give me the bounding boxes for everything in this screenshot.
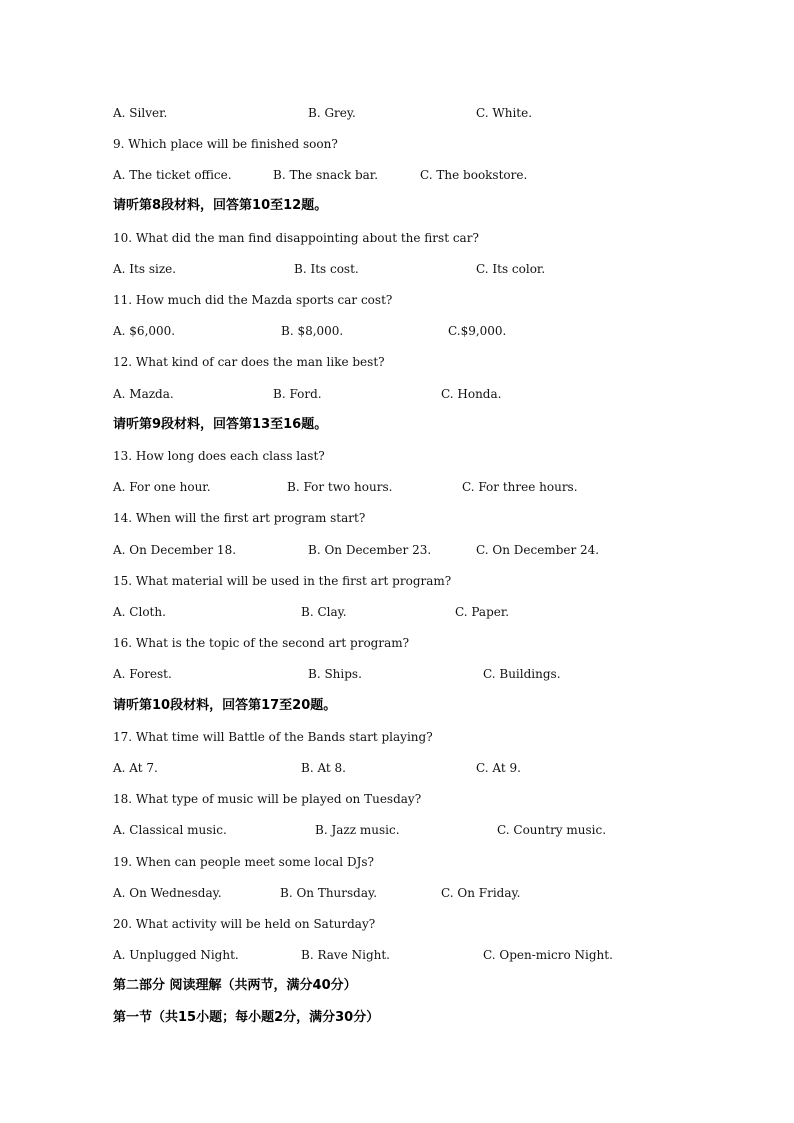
q9-question: 9. Which place will be finished soon?	[113, 137, 338, 151]
q12-option-a: A. Mazda.	[113, 387, 174, 401]
q19-option-a: A. On Wednesday.	[113, 886, 222, 900]
q17-question: 17. What time will Battle of the Bands start playing?	[113, 730, 433, 744]
q14-question: 14. When will the first art program start?	[113, 511, 366, 525]
q14-option-c: C. On December 24.	[476, 543, 600, 557]
q10-question: 10. What did the man find disappointing about the first car?	[113, 231, 479, 245]
q18-option-b: B. Jazz music.	[315, 823, 400, 837]
q10-option-a: A. Its size.	[113, 262, 177, 276]
q19-question: 19. When can people meet some local DJs?	[113, 855, 374, 869]
q13-option-b: B. For two hours.	[287, 480, 393, 494]
q16-question: 16. What is the topic of the second art program?	[113, 636, 410, 650]
q17-option-c: C. At 9.	[476, 761, 521, 775]
q11-question: 11. How much did the Mazda sports car cost?	[113, 293, 393, 307]
q17-option-a: A. At 7.	[113, 761, 158, 775]
q15-option-a: A. Cloth.	[113, 605, 166, 619]
section8-heading: 请听第8段材料，回答第10至12题。	[113, 198, 328, 213]
q11-option-b: B. $8,000.	[281, 324, 344, 338]
q8-option-b: B. Grey.	[308, 106, 356, 120]
q12-option-b: B. Ford.	[273, 387, 322, 401]
q12-option-c: C. Honda.	[441, 387, 502, 401]
q9-option-b: B. The snack bar.	[273, 168, 379, 182]
q10-option-c: C. Its color.	[476, 262, 546, 276]
q14-option-b: B. On December 23.	[308, 543, 432, 557]
q13-option-a: A. For one hour.	[113, 480, 211, 494]
q8-option-a: A. Silver.	[113, 106, 168, 120]
q16-option-a: A. Forest.	[113, 667, 172, 681]
q20-option-a: A. Unplugged Night.	[113, 948, 239, 962]
q16-option-c: C. Buildings.	[483, 667, 561, 681]
section10-heading: 请听第10段材料，回答第17至20题。	[113, 698, 337, 713]
q18-option-c: C. Country music.	[497, 823, 607, 837]
q14-option-a: A. On December 18.	[113, 543, 237, 557]
q20-option-c: C. Open-micro Night.	[483, 948, 613, 962]
q12-question: 12. What kind of car does the man like best?	[113, 355, 385, 369]
q11-option-c: C.$9,000.	[448, 324, 507, 338]
q18-question: 18. What type of music will be played on Tuesday?	[113, 792, 422, 806]
q20-question: 20. What activity will be held on Saturday?	[113, 917, 376, 931]
q15-question: 15. What material will be used in the first art program?	[113, 574, 452, 588]
q18-option-a: A. Classical music.	[113, 823, 227, 837]
q13-option-c: C. For three hours.	[462, 480, 578, 494]
q13-question: 13. How long does each class last?	[113, 449, 325, 463]
q15-option-b: B. Clay.	[301, 605, 347, 619]
q9-option-a: A. The ticket office.	[113, 168, 232, 182]
q9-option-c: C. The bookstore.	[420, 168, 528, 182]
part2-heading: 第二部分 阅读理解（共两节，满分40分）	[113, 978, 357, 993]
q11-option-a: A. $6,000.	[113, 324, 176, 338]
q16-option-b: B. Ships.	[308, 667, 362, 681]
q20-option-b: B. Rave Night.	[301, 948, 390, 962]
q8-option-c: C. White.	[476, 106, 533, 120]
section1-heading: 第一节（共15小题；每小题2分，满分30分）	[113, 1010, 380, 1025]
q17-option-b: B. At 8.	[301, 761, 346, 775]
q19-option-b: B. On Thursday.	[280, 886, 378, 900]
section9-heading: 请听第9段材料，回答第13至16题。	[113, 417, 328, 432]
q10-option-b: B. Its cost.	[294, 262, 359, 276]
q15-option-c: C. Paper.	[455, 605, 510, 619]
q19-option-c: C. On Friday.	[441, 886, 521, 900]
